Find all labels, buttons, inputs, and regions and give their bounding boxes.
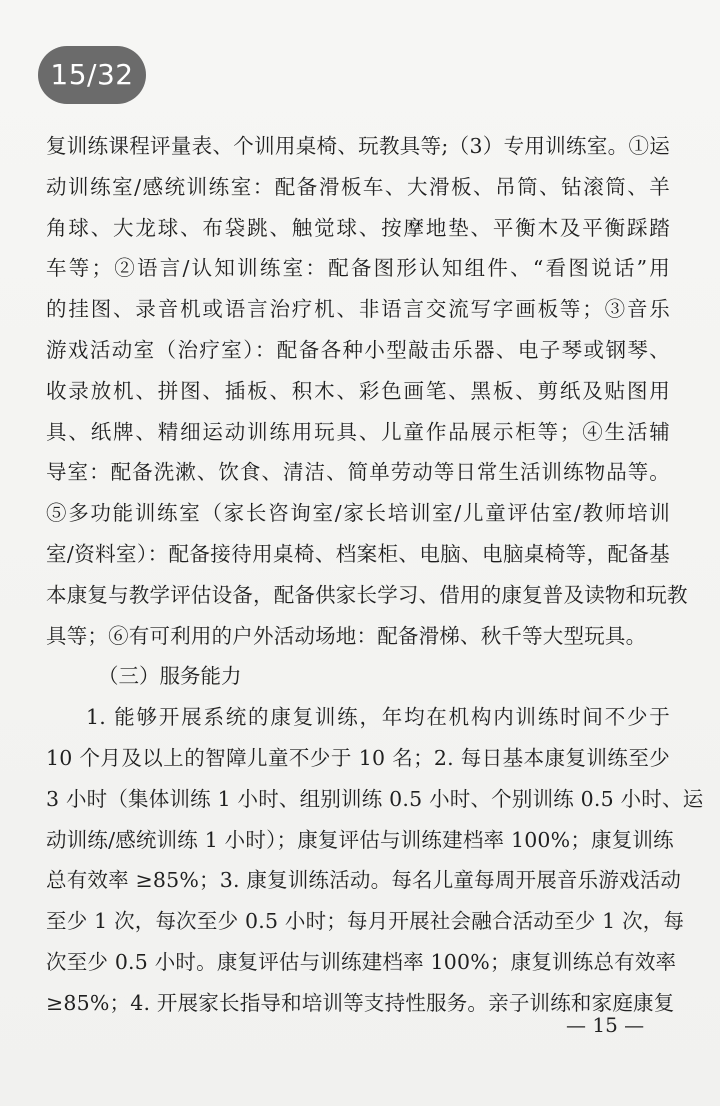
body-line: 车等；②语言/认知训练室：配备图形认知组件、“看图说话”用 xyxy=(46,256,670,281)
document-body xyxy=(46,126,704,1024)
service-line: 动训练/感统训练 1 小时）；康复评估与训练建档率 100%；康复训练 xyxy=(46,827,674,852)
body-line: 室/资料室）：配备接待用桌椅、档案柜、电脑、电脑桌椅等，配备基 xyxy=(46,541,670,566)
body-line: 角球、大龙球、布袋跳、触觉球、按摩地垫、平衡木及平衡踩踏 xyxy=(46,215,670,240)
body-line: 具、纸牌、精细运动训练用玩具、儿童作品展示柜等；④生活辅 xyxy=(46,419,670,444)
body-line: 动训练室/感统训练室：配备滑板车、大滑板、吊筒、钻滚筒、羊 xyxy=(46,174,670,199)
body-line: 具等；⑥有可利用的户外活动场地：配备滑梯、秋千等大型玩具。 xyxy=(46,623,647,648)
page-indicator-badge: 15/32 xyxy=(38,46,146,104)
service-line: 次至少 0.5 小时。康复评估与训练建档率 100%；康复训练总有效率 xyxy=(46,949,677,974)
body-line: 的挂图、录音机或语言治疗机、非语言交流写字画板等；③音乐 xyxy=(46,297,670,322)
body-line: 复训练课程评量表、个训用桌椅、玩教具等;（3）专用训练室。①运 xyxy=(46,134,670,158)
service-line: 总有效率 ≥85%；3. 康复训练活动。每名儿童每周开展音乐游戏活动 xyxy=(46,868,682,893)
service-line: 1. 能够开展系统的康复训练，年均在机构内训练时间不少于 xyxy=(86,705,670,730)
body-line: 导室：配备洗漱、饮食、清洁、简单劳动等日常生活训练物品等。 xyxy=(46,460,670,485)
service-line: ≥85%；4. 开展家长指导和培训等支持性服务。亲子训练和家庭康复 xyxy=(46,990,675,1015)
service-line: 10 个月及以上的智障儿童不少于 10 名；2. 每日基本康复训练至少 xyxy=(46,745,670,770)
body-line: 游戏活动室（治疗室）：配备各种小型敲击乐器、电子琴或钢琴、 xyxy=(46,337,670,362)
section-heading: （三）服务能力 xyxy=(98,664,242,689)
service-line: 至少 1 次，每次至少 0.5 小时；每月开展社会融合活动至少 1 次，每 xyxy=(46,909,685,934)
body-line: ⑤多功能训练室（家长咨询室/家长培训室/儿童评估室/教师培训 xyxy=(46,501,670,526)
body-line: 本康复与教学评估设备，配备供家长学习、借用的康复普及读物和玩教 xyxy=(46,582,688,607)
page-number: — 15 — xyxy=(566,1013,645,1037)
body-line: 收录放机、拼图、插板、积木、彩色画笔、黑板、剪纸及贴图用 xyxy=(46,378,670,403)
service-line: 3 小时（集体训练 1 小时、组别训练 0.5 小时、个别训练 0.5 小时、运 xyxy=(46,786,704,811)
